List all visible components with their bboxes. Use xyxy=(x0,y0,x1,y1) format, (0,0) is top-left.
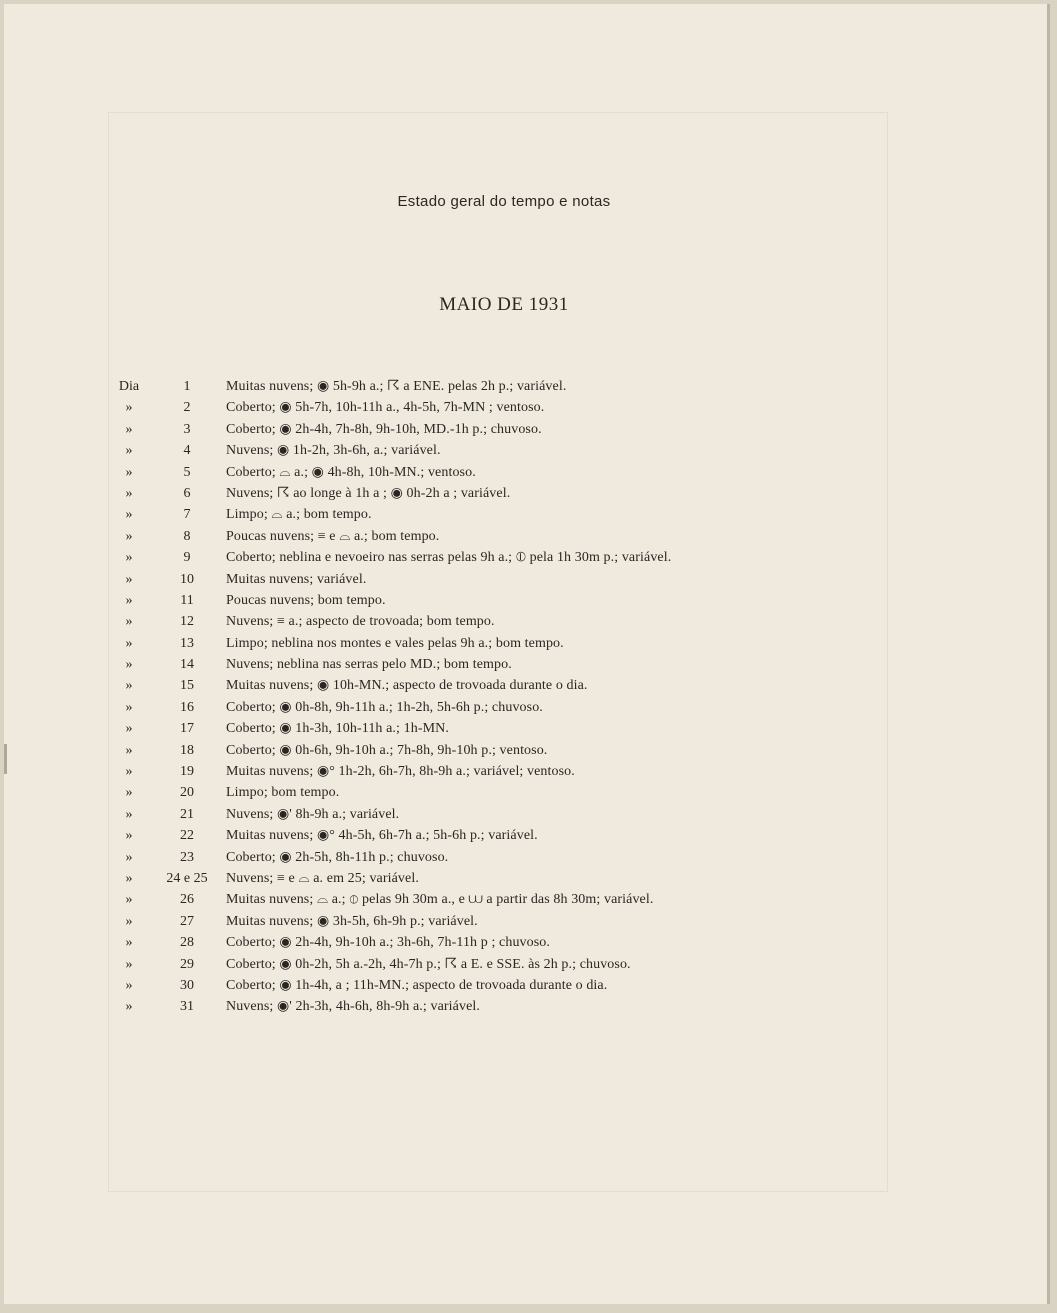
weather-note: Limpo; bom tempo. xyxy=(226,785,340,801)
row-label: » xyxy=(125,977,133,993)
list-item xyxy=(4,889,1044,910)
list-item xyxy=(4,782,1044,803)
day-number: 22 xyxy=(180,828,194,844)
day-number: 5 xyxy=(183,464,191,480)
section-heading: Estado geral do tempo e notas xyxy=(397,193,611,210)
weather-note: Coberto; ◉ 0h-8h, 9h-11h a.; 1h-2h, 5h-6h p.; chuvoso. xyxy=(226,699,543,715)
weather-note: Coberto; ◉ 1h-4h, a ; 11h-MN.; aspecto de trovoada durante o dia. xyxy=(226,977,608,993)
list-item xyxy=(4,504,1044,525)
list-item xyxy=(4,761,1044,782)
day-number: 26 xyxy=(180,892,194,908)
row-label: » xyxy=(125,635,133,651)
list-item xyxy=(4,654,1044,675)
row-label: » xyxy=(125,849,133,865)
weather-note: Muitas nuvens; variável. xyxy=(226,571,367,587)
day-number: 15 xyxy=(180,678,194,694)
row-label: » xyxy=(125,699,133,715)
day-number: 29 xyxy=(180,956,194,972)
weather-note: Coberto; ◉ 2h-5h, 8h-11h p.; chuvoso. xyxy=(226,849,449,865)
weather-note: Muitas nuvens; ◉ 3h-5h, 6h-9h p.; variável. xyxy=(226,913,478,929)
list-item xyxy=(4,547,1044,568)
day-number: 31 xyxy=(180,999,194,1015)
weather-note: Nuvens; ◉' 8h-9h a.; variável. xyxy=(226,806,400,822)
day-number: 21 xyxy=(180,806,194,822)
row-label: » xyxy=(125,935,133,951)
row-label: » xyxy=(125,421,133,437)
row-label: » xyxy=(125,721,133,737)
day-number: 20 xyxy=(180,785,194,801)
day-number: 14 xyxy=(180,657,194,673)
list-item xyxy=(4,462,1044,483)
row-label: » xyxy=(125,742,133,758)
weather-note: Poucas nuvens; ≡ e ⌓ a.; bom tempo. xyxy=(226,528,440,544)
day-number: 9 xyxy=(183,550,191,566)
list-item xyxy=(4,825,1044,846)
day-number: 30 xyxy=(180,977,194,993)
list-item xyxy=(4,804,1044,825)
list-item xyxy=(4,397,1044,418)
weather-note: Muitas nuvens; ◉ 10h-MN.; aspecto de trovoada durante o dia. xyxy=(226,678,588,694)
day-number: 17 xyxy=(180,721,194,737)
day-number: 6 xyxy=(183,485,191,501)
document-page xyxy=(4,4,1050,1304)
weather-note: Nuvens; ≡ a.; aspecto de trovoada; bom tempo. xyxy=(226,614,495,630)
list-item xyxy=(4,932,1044,953)
row-label: » xyxy=(125,785,133,801)
day-number: 10 xyxy=(180,571,194,587)
list-item xyxy=(4,590,1044,611)
day-number: 7 xyxy=(183,507,191,523)
weather-note: Coberto; ◉ 2h-4h, 9h-10h a.; 3h-6h, 7h-11h p ; chuvoso. xyxy=(226,935,550,951)
weather-note: Limpo; neblina nos montes e vales pelas 9h a.; bom tempo. xyxy=(226,635,564,651)
list-item xyxy=(4,419,1044,440)
row-label: » xyxy=(125,550,133,566)
day-number: 27 xyxy=(180,913,194,929)
day-number: 1 xyxy=(183,379,191,394)
row-label: » xyxy=(125,870,133,886)
list-item xyxy=(4,675,1044,696)
list-item xyxy=(4,911,1044,932)
weather-note: Coberto; ⌓ a.; ◉ 4h-8h, 10h-MN.; ventoso. xyxy=(226,464,476,480)
list-item xyxy=(4,954,1044,975)
list-item xyxy=(4,740,1044,761)
list-item xyxy=(4,996,1044,1017)
day-number: 23 xyxy=(180,849,194,865)
list-item xyxy=(4,868,1044,889)
row-label: » xyxy=(125,956,133,972)
list-item xyxy=(4,847,1044,868)
row-label: » xyxy=(125,999,133,1015)
list-item xyxy=(4,376,1044,397)
weather-note: Coberto; ◉ 2h-4h, 7h-8h, 9h-10h, MD.-1h p.; chuvoso. xyxy=(226,421,542,437)
row-label: » xyxy=(125,485,133,501)
day-number: 11 xyxy=(180,592,194,608)
weather-note: Muitas nuvens; ⌓ a.; ⦶ pelas 9h 30m a., e ⩊ a partir das 8h 30m; variável. xyxy=(226,892,654,908)
day-number: 8 xyxy=(183,528,191,544)
weather-note: Coberto; ◉ 0h-6h, 9h-10h a.; 7h-8h, 9h-10h p.; ventoso. xyxy=(226,742,548,758)
row-label: » xyxy=(125,507,133,523)
weather-note: Muitas nuvens; ◉° 1h-2h, 6h-7h, 8h-9h a.; variável; ventoso. xyxy=(226,764,575,780)
weather-note: Coberto; neblina e nevoeiro nas serras pelas 9h a.; ⦶ pela 1h 30m p.; variável. xyxy=(226,550,672,566)
row-label: » xyxy=(125,592,133,608)
day-number: 24 e 25 xyxy=(166,870,208,886)
weather-notes-list xyxy=(4,376,1044,1018)
row-label: » xyxy=(125,764,133,780)
list-item xyxy=(4,975,1044,996)
day-number: 28 xyxy=(180,935,194,951)
list-item xyxy=(4,440,1044,461)
list-item xyxy=(4,718,1044,739)
weather-note: Muitas nuvens; ◉° 4h-5h, 6h-7h a.; 5h-6h p.; variável. xyxy=(226,828,538,844)
list-item xyxy=(4,633,1044,654)
day-number: 16 xyxy=(180,699,194,715)
day-number: 12 xyxy=(180,614,194,630)
row-label: » xyxy=(125,571,133,587)
row-label: » xyxy=(125,443,133,459)
day-number: 2 xyxy=(183,400,191,416)
list-item xyxy=(4,526,1044,547)
weather-note: Nuvens; neblina nas serras pelo MD.; bom tempo. xyxy=(226,657,512,673)
day-number: 13 xyxy=(180,635,194,651)
day-number: 19 xyxy=(180,764,194,780)
row-label: » xyxy=(125,678,133,694)
list-item xyxy=(4,483,1044,504)
weather-note: Nuvens; ≡ e ⌓ a. em 25; variável. xyxy=(226,870,419,886)
list-item xyxy=(4,697,1044,718)
day-number: 18 xyxy=(180,742,194,758)
row-label: » xyxy=(125,913,133,929)
weather-note: Nuvens; ◉ 1h-2h, 3h-6h, a.; variável. xyxy=(226,443,441,459)
weather-note: Limpo; ⌓ a.; bom tempo. xyxy=(226,507,372,523)
weather-note: Coberto; ◉ 1h-3h, 10h-11h a.; 1h-MN. xyxy=(226,721,449,737)
row-label: » xyxy=(125,528,133,544)
row-label: » xyxy=(125,828,133,844)
list-item xyxy=(4,569,1044,590)
row-label: Dia xyxy=(118,379,140,394)
weather-note: Poucas nuvens; bom tempo. xyxy=(226,592,386,608)
day-number: 4 xyxy=(183,443,191,459)
row-label: » xyxy=(125,400,133,416)
row-label: » xyxy=(125,892,133,908)
row-label: » xyxy=(125,464,133,480)
row-label: » xyxy=(125,614,133,630)
weather-note: Coberto; ◉ 0h-2h, 5h a.-2h, 4h-7h p.; ☈ a E. e SSE. às 2h p.; chuvoso. xyxy=(226,956,631,972)
month-title: MAIO DE 1931 xyxy=(439,294,569,315)
day-number: 3 xyxy=(183,421,191,437)
list-item xyxy=(4,611,1044,632)
row-label: » xyxy=(125,806,133,822)
weather-note: Muitas nuvens; ◉ 5h-9h a.; ☈ a ENE. pelas 2h p.; variável. xyxy=(226,379,567,394)
weather-note: Coberto; ◉ 5h-7h, 10h-11h a., 4h-5h, 7h-MN ; ventoso. xyxy=(226,400,545,416)
weather-note: Nuvens; ◉' 2h-3h, 4h-6h, 8h-9h a.; variável. xyxy=(226,999,480,1015)
weather-note: Nuvens; ☈ ao longe à 1h a ; ◉ 0h-2h a ; variável. xyxy=(226,485,511,501)
row-label: » xyxy=(125,657,133,673)
